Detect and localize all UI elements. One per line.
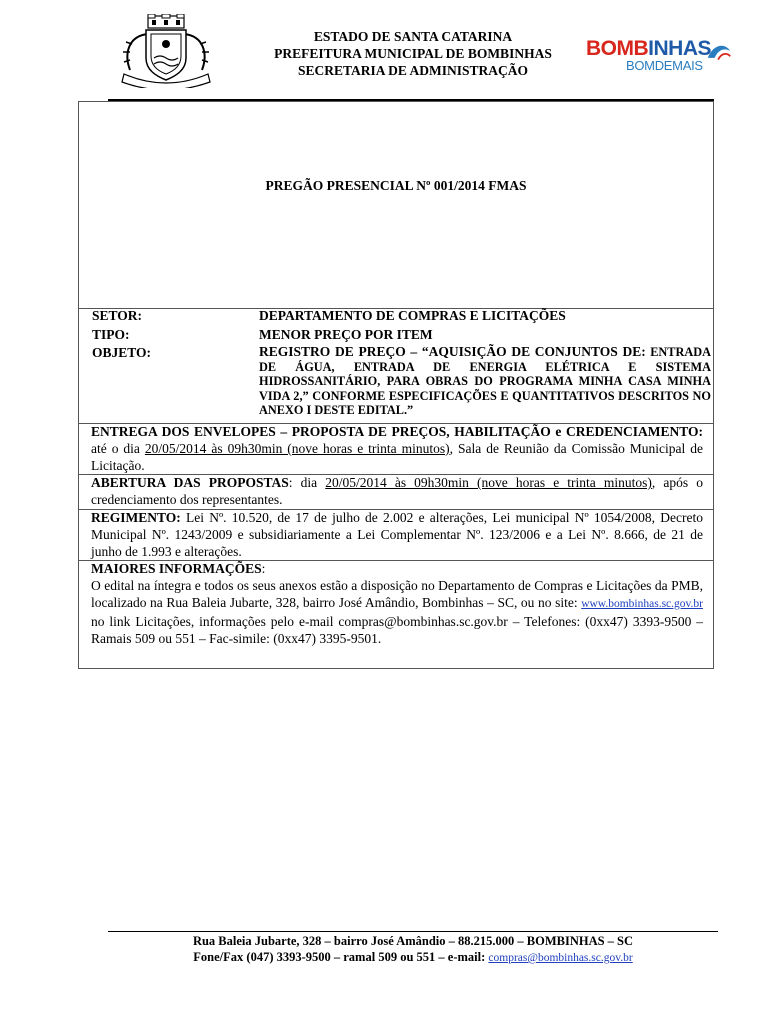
brand-slogan: BOMDEMAIS [626,58,703,73]
entrega-text-b: , Sala de Reunião da Comissão Municipal de Licitação. [91,441,703,473]
maiores-colon: : [261,561,266,576]
header-secretaria: SECRETARIA DE ADMINISTRAÇÃO [297,63,529,78]
entrega-text-a: até o dia [91,441,145,456]
regimento-text: Lei Nº. 10.520, de 17 de julho de 2.002 e alterações, Lei municipal Nº 1054/2008, Decreto Municipal Nº. 1243/2009 e subsidiariamente a Lei Complementar Nº. 123/2006 e a Lei Nº. 8.666, de 21 de junho de 1.993 e alterações. [91,510,703,559]
objeto-value-rest: ENTRADA DE ÁGUA, ENTRADA DE ENERGIA ELÉTRICA E SISTEMA HIDROSSANITÁRIO, PARA OBRAS DO PROGRAMA MINHA CASA MINHA VIDA 2,” CONFORME ESPECIFICAÇÕES E QUANTITATIVOS DESCRITOS NO ANEXO I DESTE EDITAL.” [259,345,712,418]
maiores-text-a: O edital na íntegra e todos os seus anexos estão a disposição no Departamento de Compras e Licitações da PMB, localizado na Rua Baleia Jubarte, 328, bairro José Amândio, Bombinhas – SC, ou no site: [91,578,703,610]
setor-label: SETOR: [92,308,143,323]
setor-value: DEPARTAMENTO DE COMPRAS E LICITAÇÕES [259,308,566,323]
header-institution [238,28,588,79]
footer-phone: Fone/Fax (047) 3393-9500 – ramal 509 ou 551 – e-mail: [193,950,489,964]
site-link[interactable]: www.bombinhas.sc.gov.br [581,598,703,610]
entrega-date: 20/05/2014 às 09h30min (nove horas e trinta minutos) [144,441,450,456]
abertura-text-a: : dia [288,475,326,490]
abertura-date: 20/05/2014 às 09h30min (nove horas e trinta minutos) [325,475,652,490]
abertura-heading: ABERTURA DAS PROPOSTAS [91,475,289,490]
maiores-text-b: no link Licitações, informações pelo e-mail compras@bombinhas.sc.gov.br – Telefones: (0xx47) 3393-9500 – Ramais 509 ou 551 – Fac-simile: (0xx47) 3395-9501. [91,614,703,646]
page-footer [108,933,718,966]
brand-inhas: INHAS [648,37,712,60]
entrega-section [91,423,703,474]
header-prefeitura: PREFEITURA MUNICIPAL DE BOMBINHAS [274,46,552,61]
header-state: ESTADO DE SANTA CATARINA [313,29,513,44]
objeto-value-first: REGISTRO DE PREÇO – “AQUISIÇÃO DE CONJUNTOS DE: [259,344,646,359]
objeto-value [259,345,711,418]
page-header [0,0,770,100]
entrega-heading: ENTREGA DOS ENVELOPES – PROPOSTA DE PREÇOS, HABILITAÇÃO e CREDENCIAMENTO: [91,424,703,439]
brand-wordmark [586,38,711,60]
footer-address: Rua Baleia Jubarte, 328 – bairro José Amândio – 88.215.000 – BOMBINHAS – SC [192,934,634,948]
footer-divider [108,931,718,932]
brand-bomb: BOMB [586,37,649,60]
bombinhas-brand-logo [582,38,732,78]
municipal-coat-of-arms-icon [118,14,214,88]
abertura-section [91,474,703,508]
objeto-label: OBJETO: [92,345,152,360]
notice-frame [78,101,714,669]
tipo-value: MENOR PREÇO POR ITEM [259,327,433,342]
brand-wave-icon [706,40,732,62]
tipo-label: TIPO: [92,327,130,342]
regimento-heading: REGIMENTO: [91,510,181,525]
abertura-text-b: , após o credenciamento dos representantes. [91,475,703,507]
regimento-section [91,509,703,560]
footer-contact [108,949,718,966]
maiores-section [91,560,703,647]
footer-email-link[interactable]: compras@bombinhas.sc.gov.br [488,952,633,964]
maiores-heading: MAIORES INFORMAÇÕES [91,561,262,576]
notice-title: PREGÃO PRESENCIAL Nº 001/2014 FMAS [265,178,527,193]
